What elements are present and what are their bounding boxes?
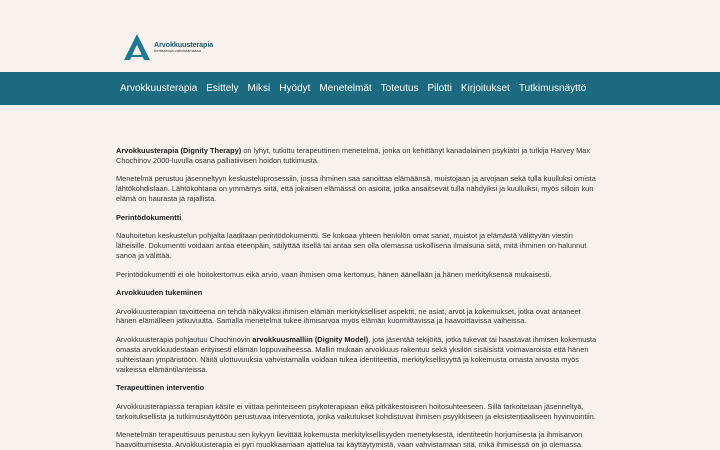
model-text-a: Arvokkuusterapia pohjautuu Chochinovin (116, 334, 253, 344)
intro-paragraph (116, 146, 603, 166)
logo-mark-icon (124, 34, 152, 60)
header (0, 0, 720, 72)
nav-item-menetelmat[interactable]: Menetelmät (319, 83, 372, 94)
model-bold: arvokkuusmalliin (Dignity Model) (252, 334, 369, 344)
intro-bold: Arvokkuusterapia (Dignity Therapy) (116, 146, 242, 155)
paragraph-document: Nauhoitetun keskustelun pohjalta laaditaan perintödokumentti. Se kokoaa yhteen henkilön omat sanat, muistot ja elämästä välittyvän viestin läheisille. Dokumentti voidaan antaa eteenpäin, säilyttää itsellä tai antaa sen olla olemassa uskollisena ilmaisuna siitä, mitä ihminen on halunnut sanoa ja välittää. (116, 231, 587, 261)
brand-tagline: Ihmisarvoa vahvistamassa (154, 48, 202, 54)
nav-item-kirjoitukset[interactable]: Kirjoitukset (460, 83, 510, 94)
paragraph-intervention: Arvokkuusterapiassa terapian käsite ei viittaa perinteiseen psykoterapiaan eikä pitkäkestoiseen hoitosuhteeseen. Sillä tarkoitetaan jäsenneltyä, tarkoituksellista ja tutkimusnäyttöön perustuvaa interventiota, jonka vaikutukset kohdistuvat ihmisen psyykkiseen ja eksistentiaaliseen hyvinvointiin. (116, 401, 596, 421)
nav-item-esittely[interactable]: Esittely (206, 83, 239, 94)
site-logo[interactable] (124, 34, 213, 60)
model-text-b: , jota jäsentää tekijöitä, jotka tukevat tai haastavat ihmisen kokemusta omasta arvokkuudestaan erityisesti elämän loppuvaiheessa. Mallin mukaan arvokkuus rakentuu sekä yksilön sisäisistä voimavaroista että hänen suhteistaan ympäristöön. Näitä ulottuvuuksia vahvistamalla voidaan tukea identiteettiä, merkityksellisyyttä ja kokemusta omasta arvosta myös vaikeissa elämäntilanteissa. (116, 334, 597, 374)
heading-terapeuttinen-interventio: Terapeuttinen interventio (116, 383, 205, 393)
paragraph-method: Menetelmä perustuu jäsenneltyyn keskusteluprosessiin, jossa ihminen saa sanoittaa elämäänsä, muistojaan ja arvojaan sekä tulla kuulluksi omista lähtökohdistaan. Lähtökohtana on ymmärrys siitä, että jokaisen elämässä on asioita, jotka ansaitsevat tulla nähdyiksi ja kuulluiksi, myös silloin kun elämä on haurasta ja rajallista. (116, 174, 596, 204)
paragraph-goal: Arvokkuusterapian tavoitteena on tehdä näkyväksi ihmisen elämän merkitykselliset aspektit, ne asiat, arvot ja kokemukset, jotka ovat antaneet hänen elämälleen jatkuvuutta. Samalla menetelmä tukee ihmisarvoa myös elämän kuormittavissa ja haavoittavissa vaiheissa. (116, 306, 581, 326)
nav-item-pilotti[interactable]: Pilotti (427, 83, 452, 94)
paragraph-therapeutic: Menetelmän terapeuttisuus perustuu sen kykyyn lievittää kokemusta merkityksellisyyden menetyksestä, identiteetin horjumisesta ja ihmisarvon haavoittumisesta. Arvokkuusterapia ei pyri muokkaamaan ajattelua tai käyttäytymistä, vaan vahvistamaan sitä, mikä ihmisessä on jo olemassa. (116, 430, 584, 449)
paragraph-model (116, 335, 603, 375)
brand-name: Arvokkuusterapia (154, 39, 214, 49)
nav-item-hyodyt[interactable]: Hyödyt (279, 83, 311, 94)
main-nav (0, 72, 720, 105)
intro-text: on lyhyt, tutkittu terapeuttinen menetelmä, jonka on kehittänyt kanadalainen psykiatri ja tutkija Harvey Max Chochinov 2000-luvulla osana palliatiivisen hoidon tutkimusta. (116, 146, 591, 165)
nav-item-arvokkuusterapia[interactable]: Arvokkuusterapia (120, 83, 198, 94)
nav-item-toteutus[interactable]: Toteutus (380, 83, 419, 94)
nav-item-tutkimusnaytto[interactable]: Tutkimusnäyttö (518, 83, 587, 94)
article-content (116, 146, 603, 450)
heading-perintodokumentti: Perintödokumentti (116, 212, 182, 222)
paragraph-document-note: Perintödokumentti ei ole hoitokertomus eikä arvio, vaan ihmisen oma kertomus, hänen äänellään ja hänen merkityksensä mukaisesti. (116, 269, 552, 279)
nav-item-miksi[interactable]: Miksi (247, 83, 271, 94)
heading-arvokkuuden-tukeminen: Arvokkuuden tukeminen (116, 288, 203, 298)
